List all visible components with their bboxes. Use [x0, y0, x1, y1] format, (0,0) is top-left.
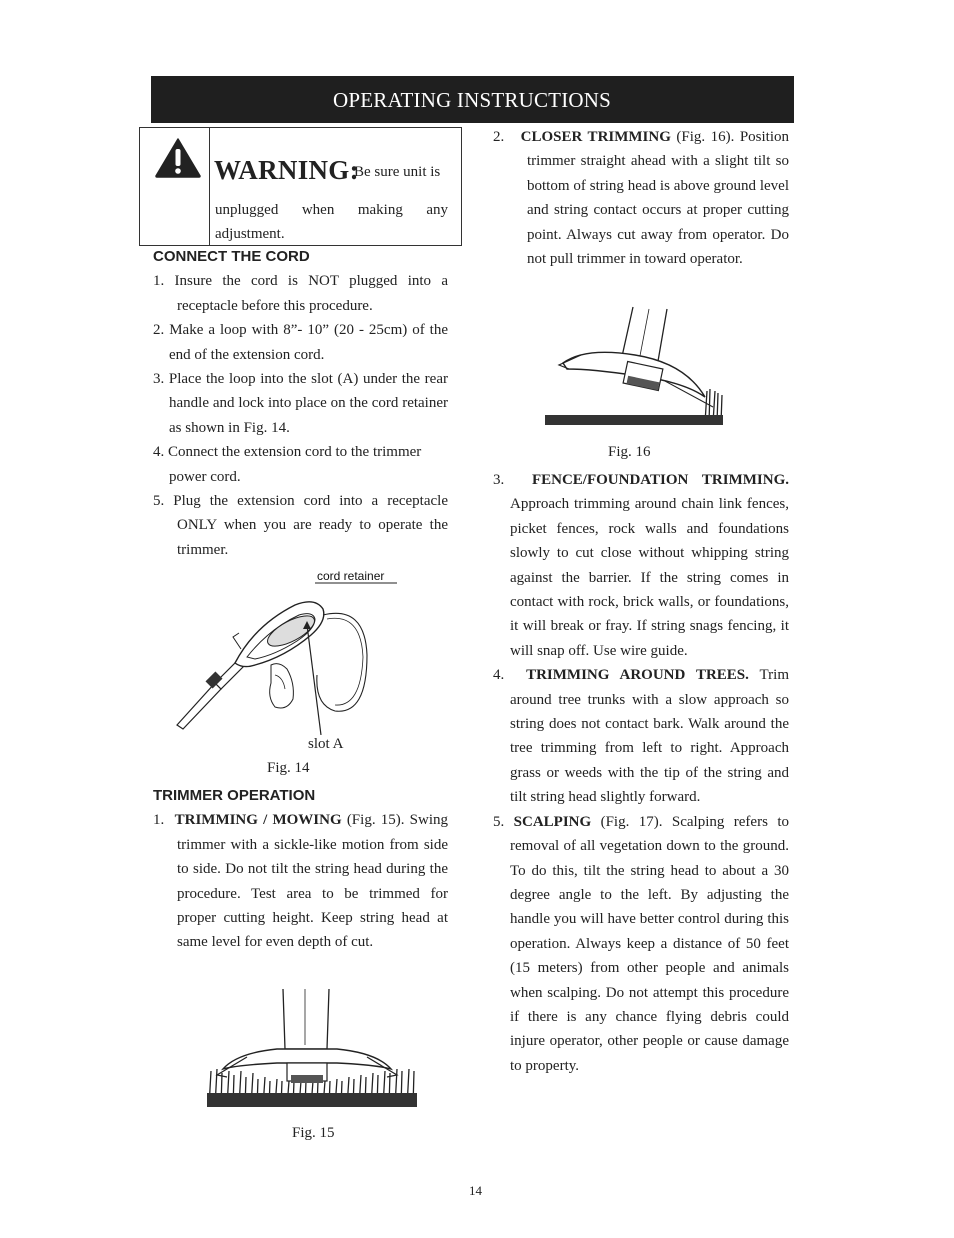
warning-heading: WARNING:	[214, 155, 359, 185]
trimmer-operation-section	[153, 784, 448, 955]
warning-body	[215, 198, 448, 246]
right-item-5	[493, 810, 789, 1078]
right-item-2-key: CLOSER TRIMMING	[520, 129, 671, 145]
connect-step-5: 5. Plug the extension cord into a receptacle ONLY when you are ready to operate the trimmer.	[153, 493, 448, 558]
fig14-label-slot-a: slot A	[308, 736, 344, 752]
fig14-caption: Fig. 14	[267, 760, 310, 776]
figure-16-closer-trimming-illustration	[545, 305, 725, 427]
connect-step-1: 1. Insure the cord is NOT plugged into a receptacle before this procedure.	[153, 273, 448, 314]
right-column-top	[493, 125, 789, 271]
operation-item-1-number: 1.	[153, 812, 165, 829]
warning-triangle-icon	[155, 138, 201, 178]
warning-box-divider	[209, 128, 210, 245]
connect-step-3: 3. Place the loop into the slot (A) under the rear handle and lock into place on the cord retainer as shown in Fig. 14.	[153, 371, 448, 436]
right-item-4-key: TRIMMING AROUND TREES.	[526, 667, 749, 684]
connect-cord-heading: CONNECT THE CORD	[153, 248, 310, 265]
warning-line-2: unplugged when making any	[215, 202, 448, 218]
right-item-3-key: FENCE/FOUNDATION TRIMMING.	[531, 472, 790, 488]
fig16-caption: Fig. 16	[608, 444, 651, 460]
figure-15-trimming-illustration	[207, 985, 417, 1113]
operation-item-1-text: (Fig. 15). Swing trimmer with a sickle-like motion from side to side. Do not tilt the string head during the procedure. Test area to be trimmed for proper cutting height. Keep string head at same level for even depth of cut.	[177, 812, 449, 951]
warning-text-inline: Be sure unit is	[354, 164, 441, 180]
right-item-5-key: SCALPING	[513, 813, 592, 830]
connect-step-2: 2. Make a loop with 8”- 10” (20 - 25cm) of the end of the extension cord.	[153, 322, 448, 363]
right-column-bottom	[493, 468, 789, 1078]
connect-step-4: 4. Connect the extension cord to the trimmer power cord.	[153, 444, 422, 485]
warning-line-3: adjustment.	[215, 226, 285, 242]
right-item-4	[493, 663, 789, 809]
right-item-5-number: 5.	[493, 813, 505, 830]
right-item-2-text: (Fig. 16). Position trimmer straight ahead with a slight tilt so bottom of string head is above ground level and string contact occurs at proper cutting point. Always cut away from operator. Do not pull trimmer in toward operator.	[527, 129, 790, 268]
fig14-label-cord-retainer: cord retainer	[317, 569, 385, 583]
section-title: OPERATING INSTRUCTIONS	[333, 88, 611, 112]
page-number: 14	[469, 1183, 482, 1198]
right-item-3-text: Approach trimming around chain link fences, picket fences, rock walls and foundations slowly to cut close without whipping string against the barrier. If the string comes in contact with rock, brick walls, or foundations, it will break or fray. If string snags fencing, it will snap off. Use wire guide.	[510, 496, 789, 659]
left-column	[153, 245, 448, 562]
right-item-3-number: 3.	[493, 472, 505, 488]
operation-item-1-key: TRIMMING / MOWING	[174, 812, 342, 829]
right-item-2-number: 2.	[493, 129, 505, 145]
trimmer-operation-heading: TRIMMER OPERATION	[153, 787, 316, 804]
right-item-4-number: 4.	[493, 667, 505, 684]
right-item-5-text: (Fig. 17). Scalping refers to removal of all vegetation down to the ground. To do this, tilt the string head to about a 30 degree angle to the left. By adjusting the handle you will have better control during this operation. Always keep a distance of 50 feet (15 meters) from other people and animals when scalping. Do not attempt this procedure if there is any chance flying debris could injure operator, other people or cause damage to property.	[510, 813, 789, 1074]
right-item-2	[493, 125, 789, 271]
right-item-4-text: Trim around tree trunks with a slow approach so string does not contact bark. Walk around the tree trimming from left to right. Approach grass or weeds with the tip of the string and tilt string head slightly forward.	[510, 667, 790, 806]
right-item-3	[493, 468, 789, 663]
figure-14-cord-retainer-illustration	[175, 565, 405, 735]
section-header-bar	[151, 76, 794, 123]
operation-item-1	[153, 808, 448, 954]
fig15-caption: Fig. 15	[292, 1125, 335, 1141]
warning-box	[139, 127, 462, 246]
